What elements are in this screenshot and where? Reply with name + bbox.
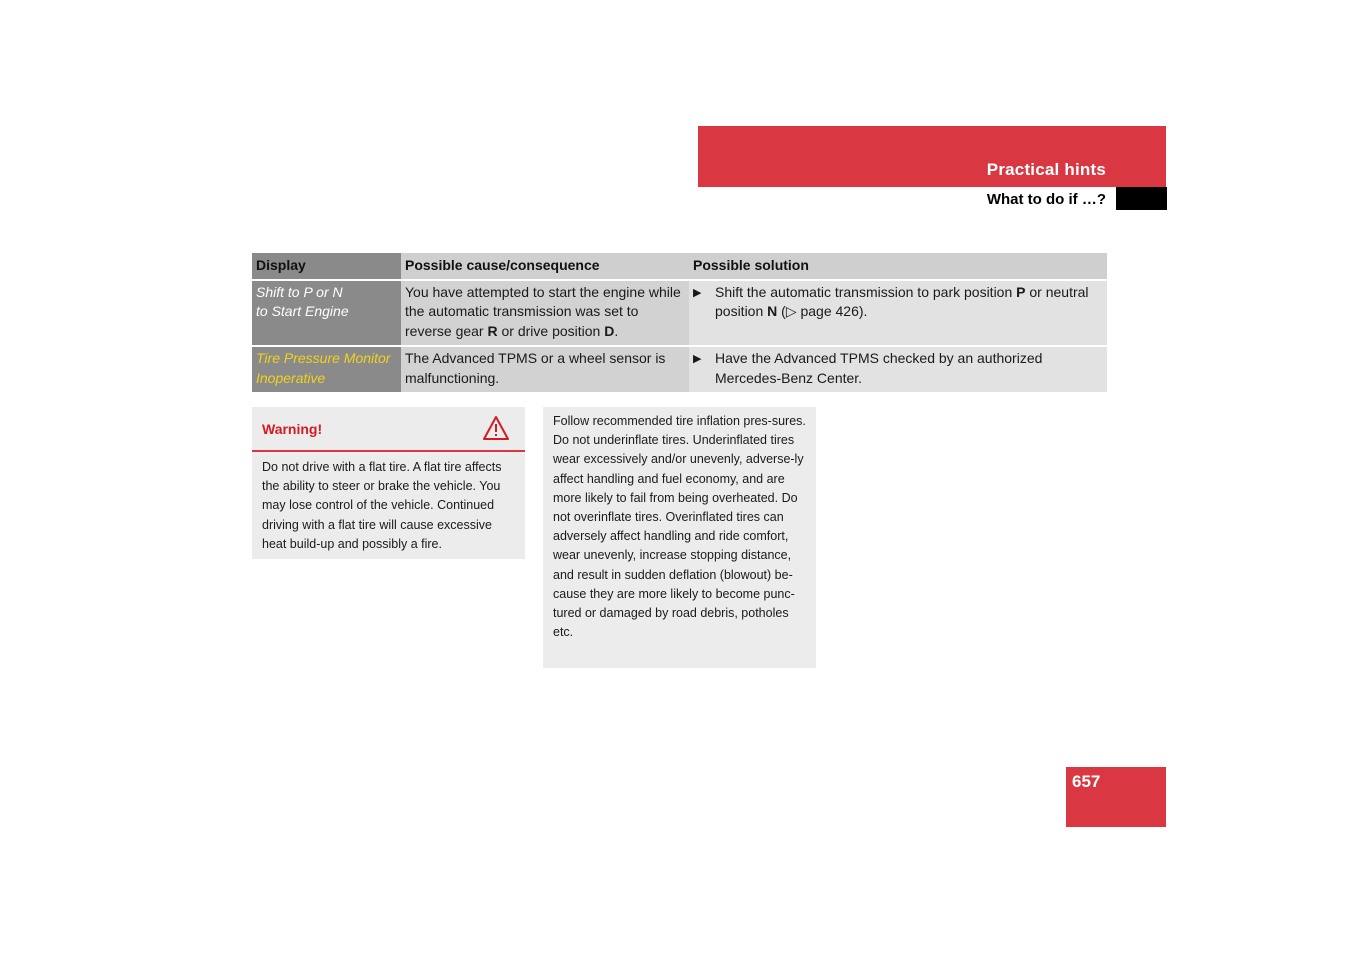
display-message-line: Shift to P or N <box>256 283 343 300</box>
solution-text: Shift the automatic transmission to park position P or neutral position N (▷ page 426). <box>715 283 1089 319</box>
display-messages-table <box>252 253 1107 394</box>
solution-cell <box>689 280 1107 347</box>
note-text <box>543 407 816 642</box>
table-row <box>252 280 1107 347</box>
warning-box <box>252 407 525 559</box>
table-row <box>252 346 1107 393</box>
cause-cell: The Advanced TPMS or a wheel sensor is malfunctioning. <box>401 346 689 393</box>
page-number: 657 <box>1072 772 1101 791</box>
solution-text: Have the Advanced TPMS checked by an authorized Mercedes-Benz Center. <box>715 350 1043 386</box>
subsection-title: What to do if …? <box>986 191 1106 208</box>
gear-r: R <box>487 322 498 339</box>
display-message-line: to Start Engine <box>256 303 349 319</box>
column-header-cause: Possible cause/consequence <box>401 253 689 280</box>
section-title: Practical hints <box>986 160 1106 179</box>
column-header-solution: Possible solution <box>689 253 1107 280</box>
warning-title: Warning! <box>262 421 323 437</box>
column-header-display: Display <box>252 253 401 280</box>
warning-header <box>252 407 525 452</box>
note-box <box>543 407 816 668</box>
gear-d: D <box>604 322 615 339</box>
note-paragraph: Do not underinflate tires. Underinflated tires wear excessively and/or unevenly, adverse-ly affect handling and fuel economy, and are more likely to fail from being overheated. Do not overinflate tires. Overinflated tires can adversely affect handling and ride comfort, wear unevenly, increase stopping distance, and result in sudden deflation (blowout) be-cause they are more likely to become punc-tured or damaged by road debris, potholes etc. <box>553 433 804 640</box>
section-tab-marker <box>1116 187 1167 210</box>
cause-cell: You have attempted to start the engine while the automatic transmission was set to reverse gear R or drive position D. <box>401 280 689 347</box>
page-reference-link[interactable]: (▷ page 426). <box>777 303 868 319</box>
display-message-cell <box>252 346 401 393</box>
bullet-triangle-icon: ▶ <box>693 353 702 365</box>
display-message-line: Tire Pressure Monitor <box>256 350 391 366</box>
note-paragraph: Follow recommended tire inflation pres-sures. <box>553 414 806 428</box>
page-number-box <box>1066 767 1166 827</box>
table-header-row <box>252 253 1107 280</box>
solution-cell <box>689 346 1107 393</box>
display-message-cell <box>252 280 401 347</box>
display-message-line: Inoperative <box>256 369 326 386</box>
warning-text: Do not drive with a flat tire. A flat tire affects the ability to steer or brake the vehicle. You may lose control of the vehicle. Continued driving with a flat tire will cause excessive heat build-up and possibly a fire. <box>262 460 502 551</box>
bullet-triangle-icon: ▶ <box>693 286 702 299</box>
warning-triangle-icon <box>482 415 510 441</box>
